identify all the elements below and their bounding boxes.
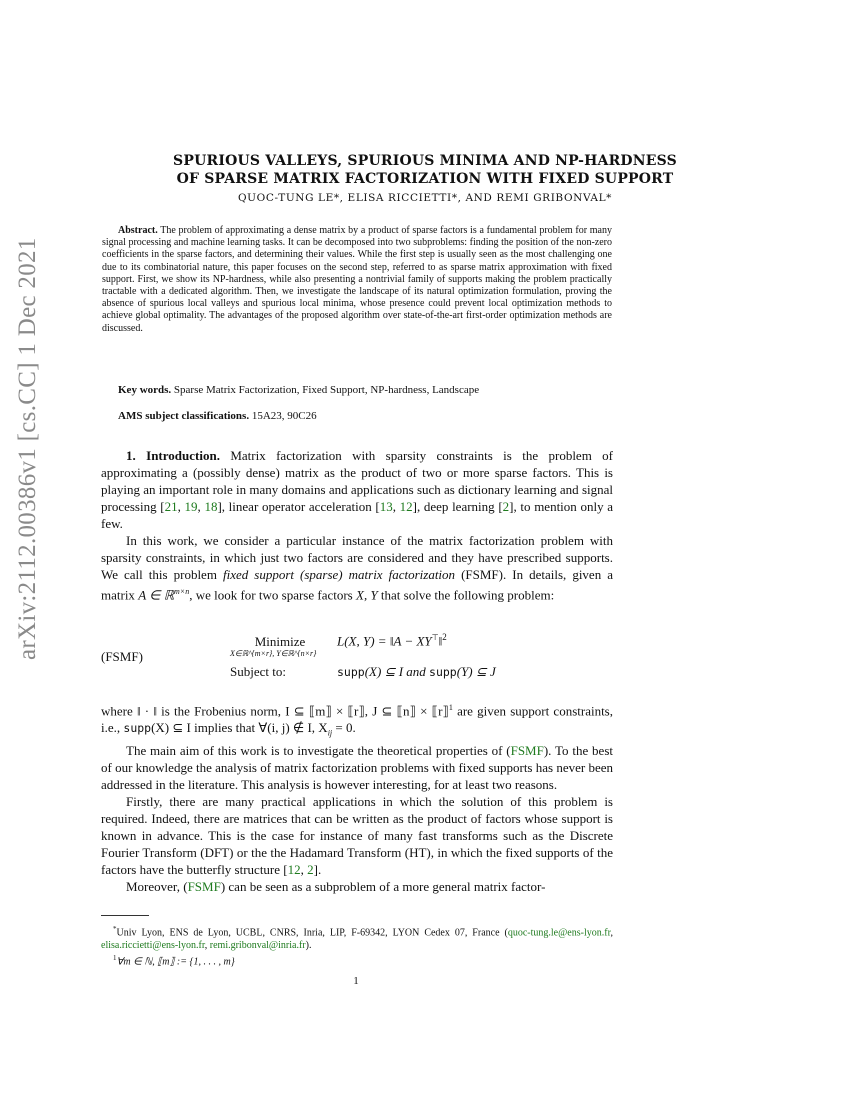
citation-link[interactable]: 19: [184, 499, 198, 514]
email-link[interactable]: quoc-tung.le@ens-lyon.fr: [507, 927, 611, 939]
equation-objective: L(X, Y) = ‖A − XY⊤‖$^2$: [337, 632, 447, 649]
citation-link[interactable]: 12: [399, 499, 413, 514]
footnote-rule: [101, 915, 149, 916]
footnote-notation: $^1$∀m ∈ ℕ, ⟦m⟧ := {1, . . . , m}: [113, 954, 235, 968]
paragraph-firstly: Firstly, there are many practical applications in which the solution of this problem is required. Indeed, there are matrices that can be written as the product of factors whose support is known in advance. This is the case for instance of many fast transforms such as the Discrete Fourier Transform (DFT) or the the Hadamard Transform (HT), in which the fixed supports of the factors have the butterfly structure [12, 2].: [101, 793, 613, 877]
equation-ref-link[interactable]: FSMF: [510, 742, 544, 758]
ams-text: 15A23, 90C26: [251, 410, 317, 422]
citation-link[interactable]: 13: [379, 499, 393, 514]
footnote-affiliation: *Univ Lyon, ENS de Lyon, UCBL, CNRS, Inria, LIP, F-69342, LYON Cedex 07, France (quoc-tung.le@ens-lyon.fr, elisa.riccietti@ens-lyon.fr, remi.gribonval@inria.fr).: [101, 925, 613, 952]
equation-minimize: Minimize: [254, 634, 306, 649]
paragraph-moreover: Moreover, (FSMF) can be seen as a subproblem of a more general matrix factor-: [126, 878, 546, 894]
section-heading: Introduction.: [146, 448, 220, 463]
citation-link[interactable]: 12: [287, 861, 301, 877]
equation-constraints: supp(X) ⊆ I and supp(Y) ⊆ J: [337, 664, 496, 679]
keywords: [118, 384, 618, 396]
intro-paragraph-2: In this work, we consider a particular instance of the matrix factorization problem with sparsity constraints, in which just two factors are considered and they have prescribed supports. We call this problem fixed support (sparse) matrix factorization (FSMF). In details, given a matrix A ∈ ℝ$^{m\times n}$, we look for two sparse factors X, Y that solve the following problem:: [101, 533, 613, 603]
footnotes: [101, 923, 613, 969]
paper-title: [90, 152, 760, 188]
footnote-mark[interactable]: 1: [448, 703, 453, 712]
equation-domain: X∈ℝ^{m×r}, Y∈ℝ^{n×r}: [230, 649, 317, 658]
abstract-label: Abstract.: [118, 225, 158, 236]
page-number: 1: [353, 975, 359, 987]
section-number: 1.: [126, 448, 136, 463]
citation-link[interactable]: 2: [502, 499, 510, 514]
citation-link[interactable]: 21: [164, 499, 178, 514]
equation-label: (FSMF): [101, 649, 143, 664]
citation-link[interactable]: 2: [307, 861, 314, 877]
introduction-section: [101, 447, 613, 603]
arxiv-stamp: arXiv:2112.00386v1 [cs.CC] 1 Dec 2021: [14, 237, 41, 660]
abstract: [102, 225, 612, 335]
abstract-text: The problem of approximating a dense matrix by a product of sparse factors is a fundamental problem for many signal processing and machine learning tasks. It can be decomposed into two subproblems: finding the position of the non-zero coefficients in the sparse factors, and determining their values. While the first step is usually seen as the most challenging one due to its combinatorial nature, this paper focuses on the second step, referred to as sparse matrix approximation with fixed support. First, we show its NP-hardness, while also presenting a nontrivial family of supports making the problem practically tractable with a dedicated algorithm. Then, we investigate the landscape of its natural optimization formulation, proving the absence of spurious local valleys and spurious local minima, whose presence could prevent local optimization methods to achieve global optimality. The advantages of the proposed algorithm over state-of-the-art first-order optimization methods are discussed.: [102, 225, 612, 334]
title-line-1: SPURIOUS VALLEYS, SPURIOUS MINIMA AND NP-HARDNESS: [173, 153, 677, 169]
keywords-label: Key words.: [118, 384, 172, 396]
author-list: QUOC-TUNG LE*, ELISA RICCIETTI*, AND REMI GRIBONVAL*: [237, 192, 613, 204]
ams-label: AMS subject classifications.: [118, 410, 250, 422]
intro-paragraph-1: 1. Introduction. Matrix factorization with sparsity constraints is the problem of approximating a (possibly dense) matrix as the product of two or more sparse factors. This is playing an important role in many domains and applications such as dictionary learning and signal processing [21, 19, 18], linear operator acceleration [13, 12], deep learning [2], to mention only a few.: [101, 448, 614, 531]
emphasis-term: fixed support (sparse) matrix factorization: [222, 567, 456, 582]
title-line-2: OF SPARSE MATRIX FACTORIZATION WITH FIXED SUPPORT: [176, 171, 674, 187]
equation-explanation: where ‖ · ‖ is the Frobenius norm, I ⊆ ⟦m⟧ × ⟦r⟧, J ⊆ ⟦n⟧ × ⟦r⟧$^1$ are given support constraints, i.e., supp(X) ⊆ I implies that ∀(i, j) ∉ I, $X_{ij} = 0$.: [101, 703, 613, 738]
ams-classifications: [118, 410, 618, 422]
body-after-equation: [101, 699, 613, 895]
citation-link[interactable]: 18: [204, 499, 218, 514]
equation-ref-link[interactable]: FSMF: [187, 878, 221, 894]
paragraph-main-aim: The main aim of this work is to investigate the theoretical properties of (FSMF). To the best of our knowledge the analysis of matrix factorization problems with fixed supports has never been addressed in the literature. This analysis is however interesting, for at least two reasons.: [101, 742, 613, 792]
email-link[interactable]: remi.gribonval@inria.fr: [209, 940, 306, 952]
email-link[interactable]: elisa.riccietti@ens-lyon.fr: [101, 940, 205, 952]
keywords-text: Sparse Matrix Factorization, Fixed Support, NP-hardness, Landscape: [173, 384, 480, 396]
equation-subject-to: Subject to:: [230, 664, 286, 679]
